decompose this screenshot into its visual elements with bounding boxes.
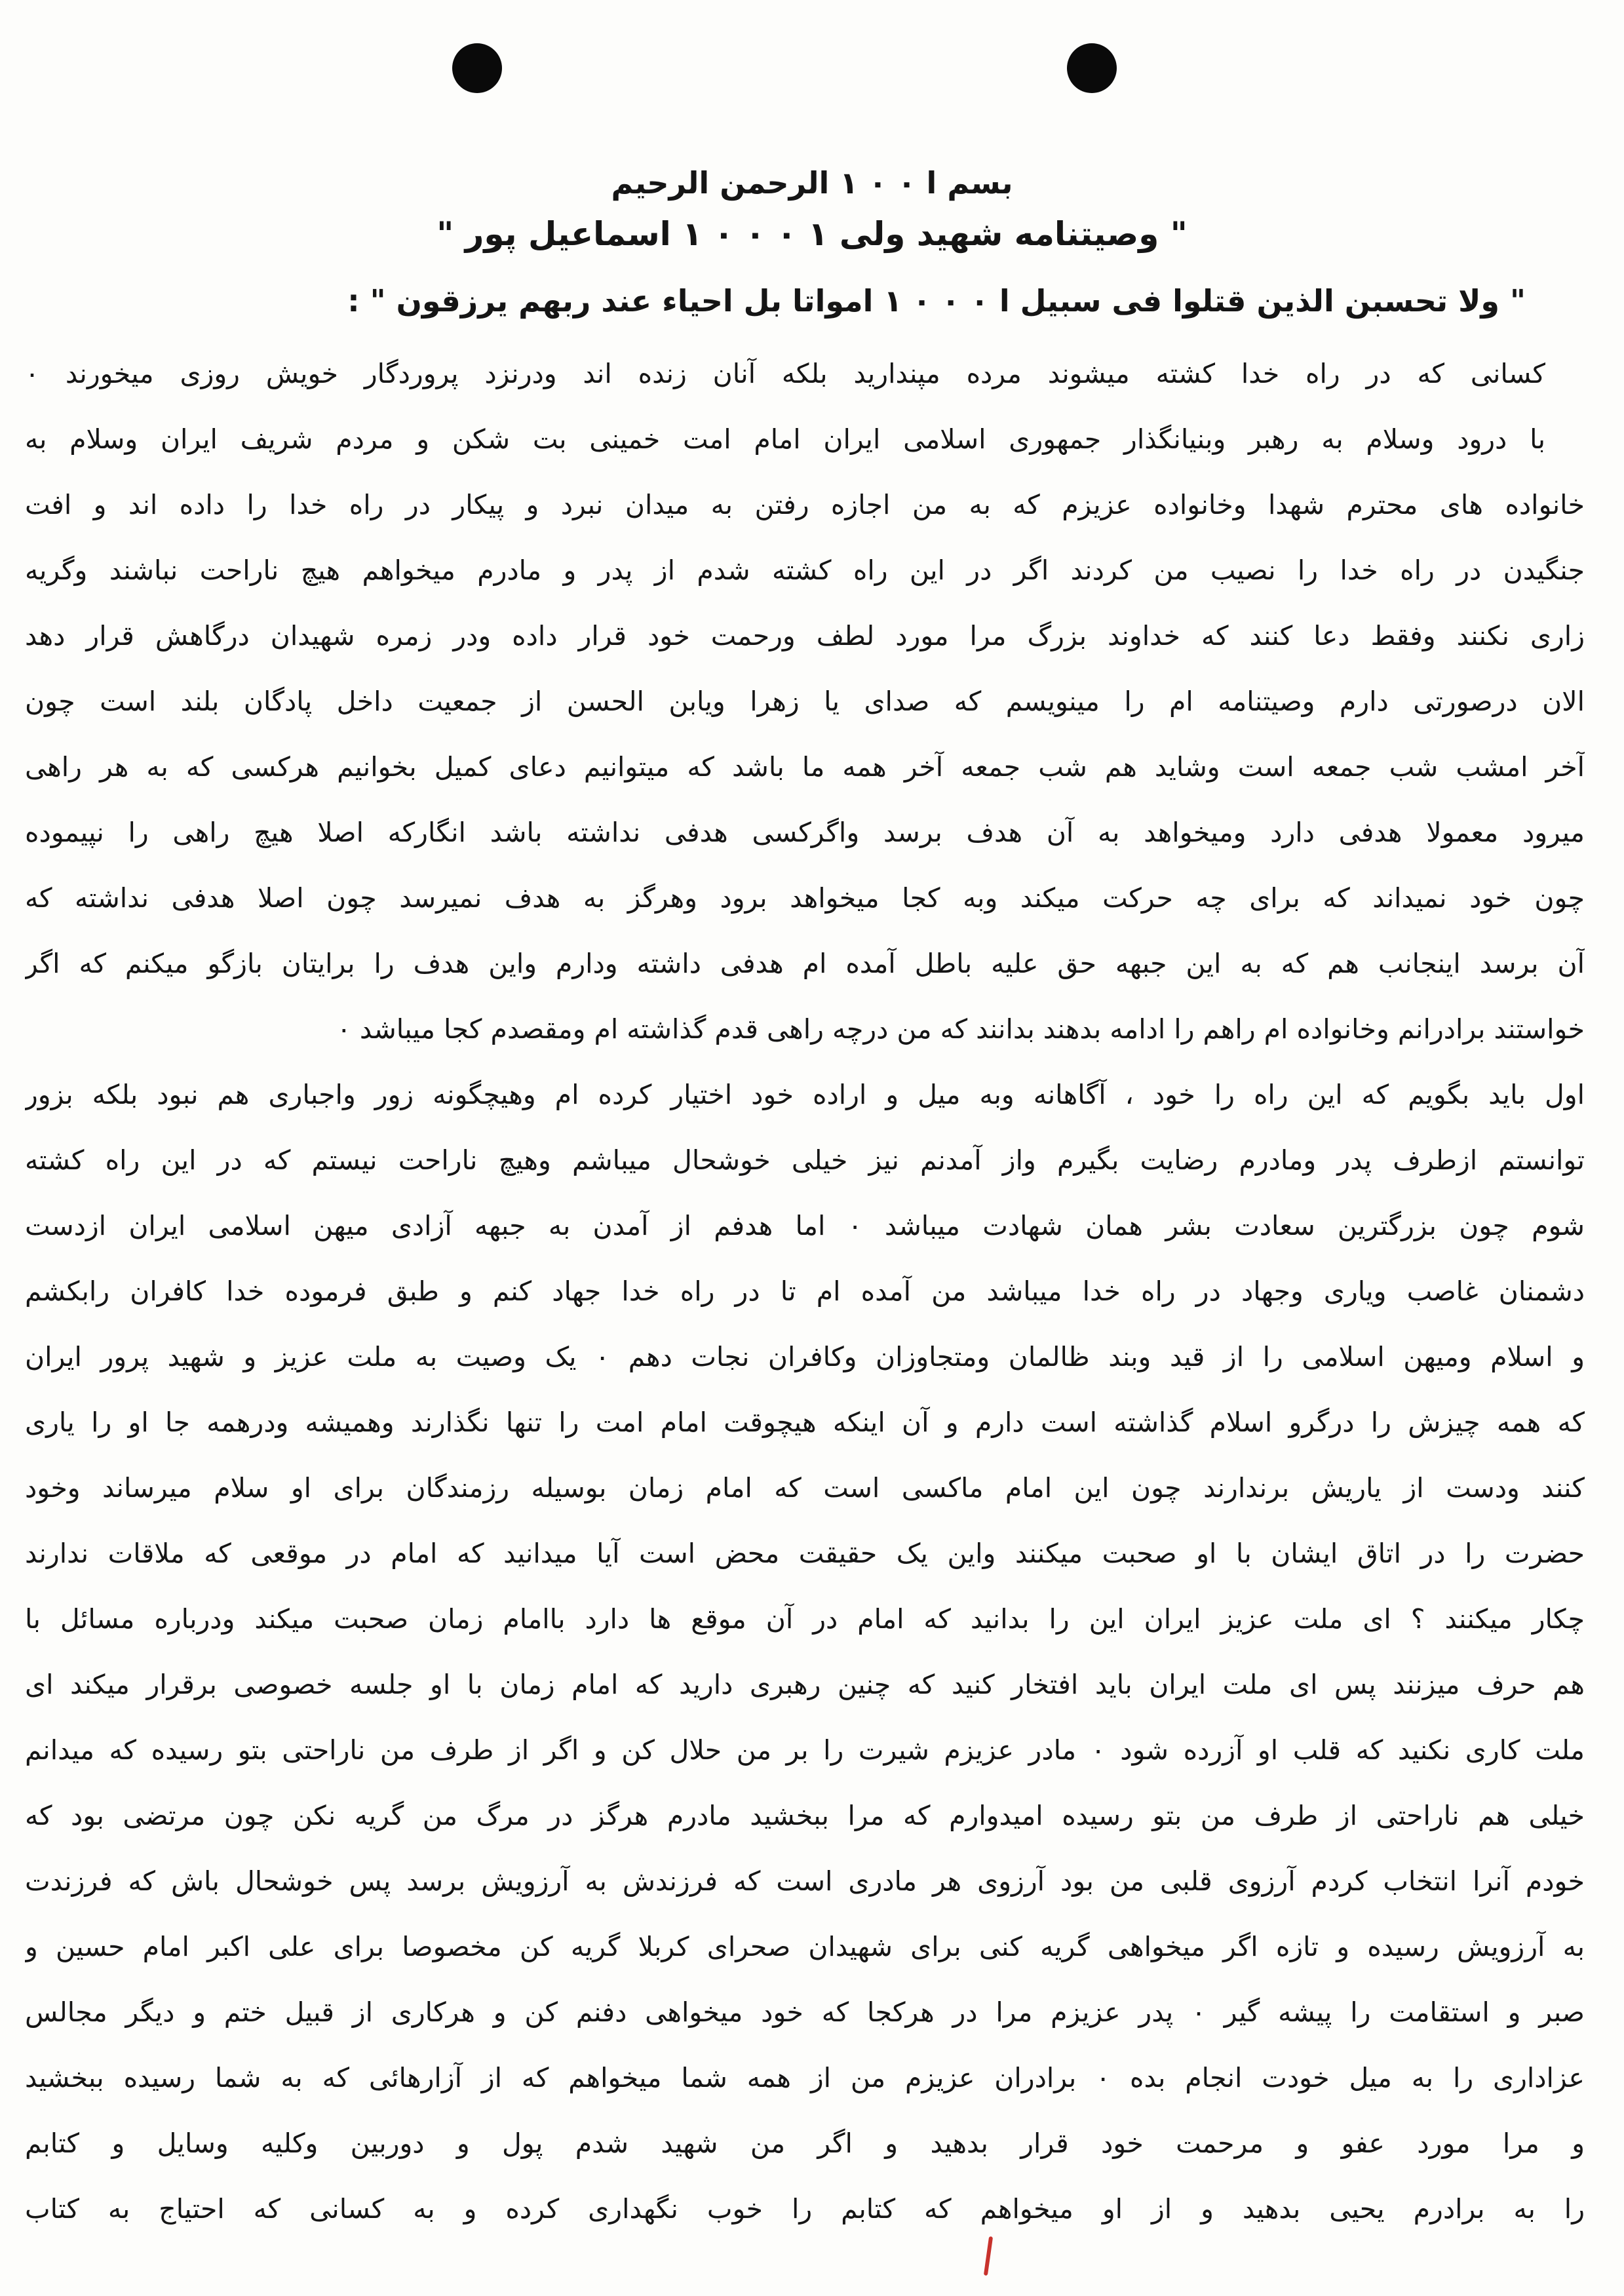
punch-hole <box>452 43 502 93</box>
text-line: کسانی که در راه خدا کشته میشوند مرده مپندارید بلکه آنان زنده اند ودرنزد پروردگار خویش روزی میخورند ۰ <box>25 358 1545 389</box>
text-line: اول باید بگویم که این راه را خود ، آگاهانه وبه میل و اراده خود اختیار کرده ام وهیچگونه زور واجباری هم نبود بلکه بزور <box>25 1079 1585 1110</box>
bismillah-heading: بسم ا ۰ ۰ ۱ الرحمن الرحیم <box>611 165 1013 201</box>
text-line: زاری نکنند وفقط دعا کنند که خداوند بزرگ مرا مورد لطف ورحمت خود قرار داده ودر زمره شهیدان درگاهش قرار دهد <box>25 620 1585 652</box>
text-line: حضرت را در اتاق ایشان با او صحبت میکنند واین یک حقیقت محض است آیا میدانید که امام در موقعی که ملاقات ندارند <box>25 1538 1585 1569</box>
text-line: خیلی هم ناراحتی از طرف من بتو رسیده امیدوارم که مرا ببخشید مادرم هرگز در مرگ من گریه نکن چون مرتضی بود که <box>25 1800 1585 1831</box>
text-line: آخر امشب شب جمعه است وشاید هم شب جمعه آخر همه ما باشد که میتوانیم دعای کمیل بخوانیم هرکسی که به هر راهی <box>25 751 1585 783</box>
text-line: خانواده های محترم شهدا وخانواده عزیزم که به من اجازه رفتن به میدان نبرد و پیکار در راه خدا را داده اند و افت <box>25 489 1585 520</box>
text-line: را به برادرم یحیی بدهید و از او میخواهم که کتابم را خوب نگهداری کرده و به کسانی که احتیاج به کتاب <box>25 2193 1585 2225</box>
text-line: میرود معمولا هدفی دارد ومیخواهد به آن هدف برسد واگرکسی هدفی نداشته باشد انگارکه اصلا هیچ راهی را نپیموده <box>25 817 1585 848</box>
text-line: خواستند برادرانم وخانواده ام راهم را ادامه بدهند بدانند که من درچه راهی قدم گذاشته ام ومقصدم کجا میباشد ۰ <box>336 1013 1585 1045</box>
text-line: هم حرف میزنند پس ای ملت ایران باید افتخار کنید که چنین رهبری دارید که امام زمان با او جلسه خصوصی برقرار میکند ای <box>25 1669 1585 1700</box>
quran-verse: " ولا تحسبن الذین قتلوا فی سبیل ا ۰ ۰ ۰ ۱ امواتا بل احیاء عند ربهم یرزقون " : <box>347 283 1526 319</box>
punch-hole <box>1067 43 1117 93</box>
text-line: دشمنان غاصب ویاری وجهاد در راه خدا میباشد من آمده ام تا در راه خدا جهاد کنم و طبق فرموده خدا کافران رابکشم <box>25 1275 1585 1307</box>
text-line: صبر و استقامت را پیشه گیر ۰ پدر عزیزم مرا در هرکجا که خود میخواهی دفنم کن و هرکاری از قبیل ختم و دیگر مجالس <box>25 1996 1585 2028</box>
text-line: و مرا مورد عفو و مرحمت خود قرار بدهید و اگر من شهید شدم پول و دوربین وکلیه وسایل و کتابم <box>25 2128 1585 2159</box>
text-line: آن برسد اینجانب هم که به این جبهه حق علیه باطل آمده ام هدفی داشته ودارم واین هدف را برایتان بازگو میکنم که اگر <box>25 948 1585 979</box>
text-line: توانستم ازطرف پدر ومادرم رضایت بگیرم واز آمدنم نیز خیلی خوشحال میباشم وهیچ ناراحت نیستم که در این راه کشته <box>25 1144 1585 1176</box>
text-line: به آرزویش رسیده و تازه اگر میخواهی گریه کنی برای شهیدان صحرای کربلا گریه کن مخصوصا برای علی اکبر امام حسین و <box>25 1931 1585 1962</box>
text-line: عزاداری را به میل خودت انجام بده ۰ برادران عزیزم من از همه شما میخواهم که از آزارهائی که به شما رسیده ببخشید <box>25 2062 1585 2093</box>
text-line: خودم آنرا انتخاب کردم آرزوی قلبی من بود آرزوی هر مادری است که فرزندش به آرزویش برسد پس خوشحال باش که فرزندت <box>25 1865 1585 1897</box>
text-line: چون خود نمیداند که برای چه حرکت میکند وبه کجا میخواهد برود وهرگز به هدف نمیرسد چون اصلا هدفی نداشته که <box>25 882 1585 914</box>
body-text <box>25 341 1585 2242</box>
text-line: ملت کاری نکنید که قلب او آزرده شود ۰ مادر عزیزم شیرت را بر من حلال کن و اگر از طرف من ناراحتی بتو رسیده که میدانم <box>25 1734 1585 1766</box>
document-title: " وصیتنامه شهید ولی ۱ ۰ ۰ ۰ ۱ اسماعیل پور " <box>436 215 1188 253</box>
text-line: با درود وسلام به رهبر وبنیانگذار جمهوری اسلامی ایران امام امت خمینی بت شکن و مردم شریف ایران وسلام به <box>25 423 1545 455</box>
text-line: الان درصورتی دارم وصیتنامه ام را مینویسم که صدای یا زهرا ویابن الحسن از جمعیت داخل پادگان بلند است چون <box>25 686 1585 717</box>
text-line: که همه چیزش را درگرو اسلام گذاشته است دارم و آن اینکه هیچوقت امام امت را تنها نگذارند وهمیشه ودرهمه جا او را یاری <box>25 1407 1585 1438</box>
text-line: شوم چون بزرگترین سعادت بشر همان شهادت میباشد ۰ اما هدفم از آمدن به جبهه آزادی میهن اسلامی ایران ازدست <box>25 1210 1585 1241</box>
text-line: چکار میکنند ؟ ای ملت عزیز ایران این را بدانید که امام در آن موقع ها دارد باامام زمان صحبت میکند ودرباره مسائل با <box>25 1603 1585 1635</box>
red-pen-mark <box>984 2236 993 2276</box>
text-line: کنند ودست از یاریش برندارند چون این امام ماکسی است که امام زمان بوسیله رزمندگان برای او سلام میرساند وخود <box>25 1472 1585 1504</box>
text-line: و اسلام ومیهن اسلامی را از قید وبند ظالمان ومتجاوزان وکافران نجات دهم ۰ یک وصیت به ملت عزیز و شهید پرور ایران <box>25 1341 1585 1372</box>
text-line: جنگیدن در راه خدا را نصیب من کردند اگر در این راه کشته شدم از پدر و مادرم میخواهم هیچ ناراحت نباشند وگریه <box>25 555 1585 586</box>
